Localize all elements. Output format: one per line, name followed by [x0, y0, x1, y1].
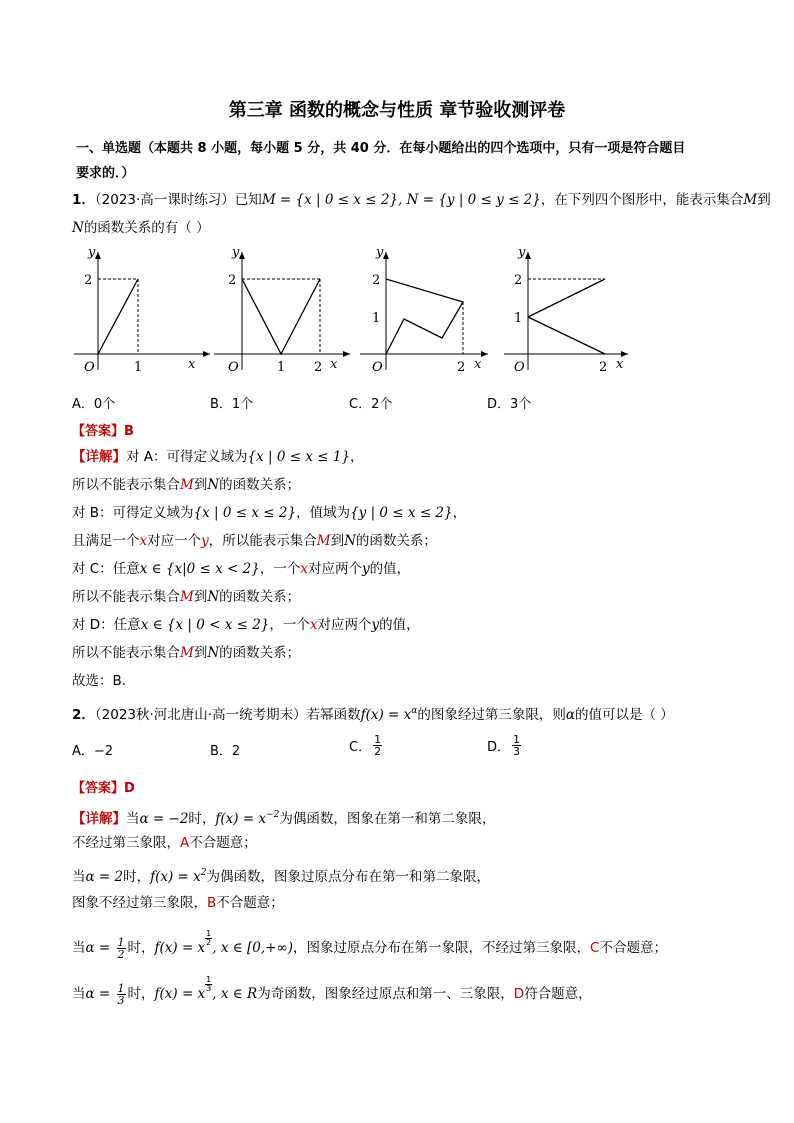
q1-graphs	[60, 240, 640, 380]
q2-number: 2．	[72, 707, 95, 723]
math: M	[316, 533, 331, 549]
fraction-one-third	[512, 734, 521, 757]
text: 不合题意；	[216, 895, 284, 911]
denominator: 2	[374, 745, 382, 758]
text: 对 B：可得定义域为	[72, 505, 194, 521]
graph-a	[74, 245, 210, 375]
graph-b-y-label: y	[232, 245, 240, 260]
text: ，	[452, 505, 467, 521]
section-heading-line1: 一、单选题（本题共 8 小题，每小题 5 分，共 40 分．在每小题给出的四个选项中，只有一项是符合题目	[76, 141, 686, 156]
text: 的函数关系；	[219, 645, 301, 661]
text: ，一个	[269, 617, 310, 633]
graph-d-tick-2: 2	[514, 273, 523, 288]
graph-d-tick-2x: 2	[599, 360, 608, 375]
text: 对 C：任意	[72, 561, 140, 577]
numerator: 1	[117, 935, 125, 949]
detail-label: 【详解】	[72, 811, 126, 827]
q2-detail-line5	[72, 930, 667, 960]
text: 为奇函数，图象经过原点和第一、三象限，	[257, 986, 514, 1002]
graph-c-x-label: x	[474, 357, 482, 372]
graph-d-origin: O	[514, 360, 525, 375]
set-m: M	[743, 192, 758, 208]
q2-detail-line1	[72, 805, 495, 829]
text: 为偶函数，图象在第一和第二象限，	[279, 811, 496, 827]
text: 对 A：可得定义域为	[126, 449, 248, 465]
graph-d-tick-1: 1	[514, 311, 523, 326]
graph-b-origin: O	[228, 360, 239, 375]
text: 对应两个	[317, 617, 372, 633]
denominator: 2	[117, 947, 125, 961]
math: N	[207, 589, 220, 605]
section-heading-line2: 要求的．）	[76, 166, 135, 181]
page-title: 第三章 函数的概念与性质 章节验收测评卷	[228, 100, 566, 121]
denominator: 3	[513, 745, 521, 758]
graph-a-tick-1: 1	[134, 360, 143, 375]
text: 时，	[188, 811, 216, 827]
text: 不合题意；	[599, 940, 667, 956]
text: ，值域为	[296, 505, 351, 521]
graph-a-tick-2: 2	[84, 273, 93, 288]
graph-d-x-label: x	[616, 357, 624, 372]
denominator: 2	[206, 938, 212, 947]
text: A	[180, 835, 190, 851]
graph-b-tick-2x: 2	[314, 360, 323, 375]
to-text: 到	[757, 192, 771, 208]
math: f(x) = x	[154, 940, 206, 956]
q1-answer	[72, 420, 134, 439]
q2-detail-line4	[72, 893, 284, 913]
math: , x ∈ [0,+∞)	[212, 940, 294, 956]
fraction-one-half	[373, 734, 382, 757]
math: x ∈ {x|0 ≤ x < 2}	[139, 561, 260, 577]
fraction-one-third	[117, 983, 126, 1006]
q2-option-d	[487, 734, 523, 757]
text: ，一个	[259, 561, 301, 577]
math: y	[371, 617, 380, 633]
q1-stem2: 的函数关系的有（ ）	[83, 220, 210, 236]
graph-a-y-label: y	[88, 245, 96, 260]
math: {x | 0 ≤ x ≤ 2}	[193, 505, 297, 521]
q1-option-c: C．2个	[349, 397, 393, 412]
q2-option-b: B．2	[210, 744, 241, 759]
graph-b-tick-2: 2	[228, 273, 237, 288]
text: 的函数关系；	[219, 477, 301, 493]
text: 时，	[123, 869, 151, 885]
text: 不合题意；	[189, 835, 257, 851]
text: 不经过第三象限，	[72, 835, 180, 851]
graph-b	[214, 245, 350, 375]
graph-d	[504, 245, 628, 375]
q2-answer	[72, 777, 135, 796]
graph-c-y-label: y	[376, 245, 384, 260]
q1-stem-tail: ，在下列四个图形中，能表示集合	[540, 192, 744, 208]
graph-b-x-label: x	[330, 357, 338, 372]
math: α =	[85, 986, 115, 1002]
answer-value: D	[124, 781, 135, 796]
q1-sets: M = {x | 0 ≤ x ≤ 2}, N = {y | 0 ≤ y ≤ 2}	[261, 192, 541, 208]
numerator: 1	[206, 929, 212, 938]
graph-c	[360, 245, 488, 375]
text: ，所以能表示集合	[208, 533, 317, 549]
text: 所以不能表示集合	[72, 645, 180, 661]
graph-b-tick-1: 1	[277, 360, 286, 375]
text: 时，	[127, 986, 155, 1002]
q1-detail-line1	[72, 447, 364, 467]
text: D．	[487, 740, 511, 755]
math: α	[565, 707, 575, 723]
q1-option-a: A．0个	[72, 397, 116, 412]
numerator: 1	[374, 733, 382, 746]
math: f(x) = x	[215, 811, 267, 827]
text: 的值，	[379, 617, 420, 633]
text: B	[207, 895, 217, 911]
q1-detail-line6	[72, 587, 300, 607]
detail-label: 【详解】	[72, 449, 126, 465]
text: 对应一个	[147, 533, 202, 549]
math: x	[309, 617, 318, 633]
q2-option-a: A．−2	[72, 744, 114, 759]
math: y	[361, 561, 370, 577]
text: 的函数关系；	[355, 533, 437, 549]
q1-detail-line5	[72, 559, 410, 579]
q2-stem	[72, 701, 674, 725]
answer-label: 【答案】	[72, 424, 125, 439]
q1-option-d: D．3个	[487, 397, 532, 412]
fraction-one-half	[117, 937, 126, 960]
text: 的值可以是（ ）	[574, 707, 674, 723]
q1-detail-line4	[72, 531, 437, 551]
text: 对应两个	[307, 561, 362, 577]
text: 的函数关系；	[219, 589, 301, 605]
set-n: N	[72, 220, 84, 236]
graph-c-tick-1: 1	[372, 311, 381, 326]
math: N	[344, 533, 356, 549]
math: x	[139, 533, 148, 549]
answer-label: 【答案】	[72, 781, 125, 796]
q1-detail-line8	[72, 643, 300, 663]
numerator: 1	[513, 733, 521, 746]
math: 2	[200, 868, 207, 878]
text: C	[590, 940, 600, 956]
q1-option-b: B．1个	[210, 397, 254, 412]
q1-detail-line7	[72, 615, 420, 635]
q2-detail-line2	[72, 833, 257, 853]
text: 当	[72, 986, 86, 1002]
q1-stem	[72, 190, 771, 210]
math: f(x) = x	[150, 869, 201, 885]
graph-c-origin: O	[372, 360, 383, 375]
answer-value: B	[124, 424, 134, 439]
denominator: 3	[206, 984, 212, 993]
text: 当	[72, 869, 86, 885]
text: 所以不能表示集合	[72, 477, 180, 493]
text: 且满足一个	[72, 533, 140, 549]
math: M	[180, 645, 194, 661]
numerator: 1	[117, 981, 125, 995]
math: N	[207, 477, 220, 493]
text: ，	[350, 449, 364, 465]
text: 所以不能表示集合	[72, 589, 180, 605]
text: 为偶函数，图象过原点分布在第一和第二象限，	[206, 869, 490, 885]
math: y	[201, 533, 209, 549]
text: 当	[72, 940, 86, 956]
text: C．	[349, 740, 372, 755]
q1-number: 1．	[72, 192, 95, 208]
math: N	[207, 645, 220, 661]
q1-stem-line2	[72, 218, 210, 238]
math: f(x) = x	[360, 707, 412, 723]
math: α =	[85, 940, 115, 956]
q1-final: 故选：B.	[72, 673, 127, 689]
text: 当	[126, 811, 140, 827]
text: 到	[193, 589, 208, 605]
graph-a-origin: O	[84, 360, 95, 375]
math: x ∈ {x | 0 < x ≤ 2}	[140, 617, 270, 633]
q2-source: （2023秋·河北唐山·高一统考期末）若幂函数	[94, 707, 361, 723]
math: , x ∈ R	[212, 986, 258, 1002]
math: α = 2	[85, 869, 124, 885]
q2-detail-line6	[72, 976, 592, 1006]
text: 图象不经过第三象限，	[72, 895, 207, 911]
math: M	[180, 589, 194, 605]
q1-detail-line3	[72, 503, 466, 523]
math: {y | 0 ≤ x ≤ 2}	[350, 505, 453, 521]
math: f(x) = x	[154, 986, 206, 1002]
text: 的图象经过第三象限，则	[417, 707, 566, 723]
text: D	[513, 986, 525, 1002]
text: 时，	[127, 940, 155, 956]
graph-c-tick-2: 2	[372, 273, 381, 288]
q2-detail-line3	[72, 863, 490, 887]
math: α	[411, 706, 418, 716]
q1-source: （2023·高一课时练习）已知	[94, 192, 262, 208]
denominator: 3	[117, 993, 125, 1007]
text: 到	[193, 645, 208, 661]
graph-a-x-label: x	[188, 357, 196, 372]
graph-d-y-label: y	[518, 245, 526, 260]
graph-c-tick-2x: 2	[457, 360, 466, 375]
math: −2	[266, 810, 280, 820]
math: M	[180, 477, 194, 493]
text: 的值，	[369, 561, 411, 577]
text: 符合题意，	[524, 986, 592, 1002]
q1-detail-line2	[72, 475, 300, 495]
math: x	[300, 561, 308, 577]
math: {x | 0 ≤ x ≤ 1}	[247, 449, 351, 465]
math: α = −2	[139, 811, 189, 827]
text: ，图象过原点分布在第一象限，不经过第三象限，	[293, 940, 591, 956]
text: 到	[330, 533, 345, 549]
numerator: 1	[206, 975, 212, 984]
q2-option-c	[349, 734, 384, 757]
text: 到	[193, 477, 208, 493]
text: 对 D：任意	[72, 617, 141, 633]
